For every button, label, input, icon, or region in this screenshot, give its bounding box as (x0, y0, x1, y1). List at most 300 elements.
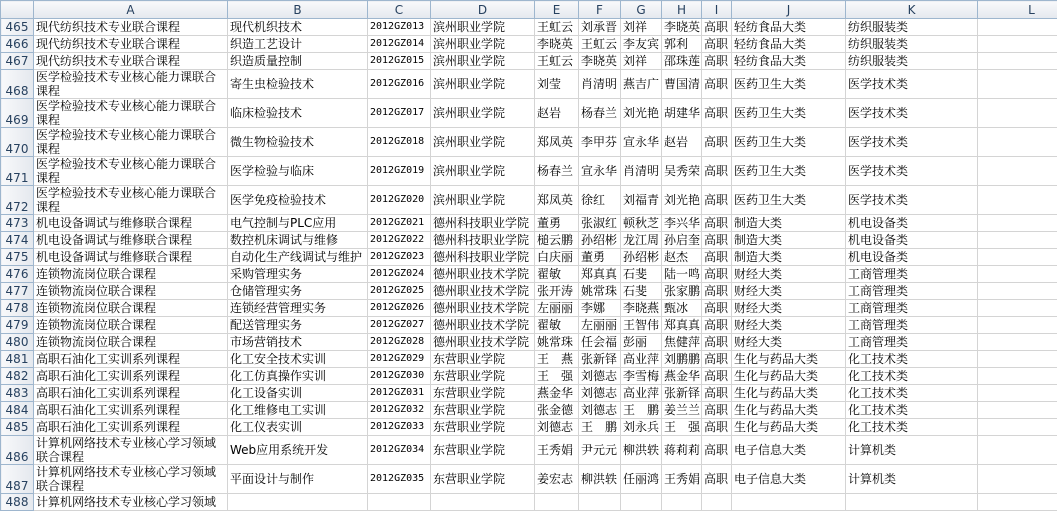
cell-k[interactable]: 化工技术类 (846, 385, 978, 402)
cell-k[interactable] (846, 494, 978, 511)
row-header[interactable]: 485 (1, 419, 34, 436)
cell-d[interactable]: 东营职业学院 (431, 368, 535, 385)
row-header[interactable]: 475 (1, 249, 34, 266)
row-header[interactable]: 476 (1, 266, 34, 283)
select-all-corner[interactable] (1, 1, 34, 19)
cell-c[interactable]: 2012GZ018 (368, 128, 431, 157)
cell-k[interactable]: 医学技术类 (846, 70, 978, 99)
cell-b[interactable]: 医学免疫检验技术 (228, 186, 368, 215)
cell-i[interactable]: 高职 (702, 436, 732, 465)
cell-b[interactable]: 平面设计与制作 (228, 465, 368, 494)
cell-k[interactable]: 医学技术类 (846, 157, 978, 186)
cell-l[interactable] (978, 334, 1057, 351)
column-header-f[interactable]: F (579, 1, 621, 19)
cell-c[interactable]: 2012GZ017 (368, 99, 431, 128)
row-header[interactable]: 486 (1, 436, 34, 465)
cell-e[interactable]: 王虹云 (535, 19, 579, 36)
cell-i[interactable]: 高职 (702, 53, 732, 70)
cell-c[interactable]: 2012GZ026 (368, 300, 431, 317)
cell-i[interactable] (702, 494, 732, 511)
row-header[interactable]: 468 (1, 70, 34, 99)
cell-d[interactable]: 德州科技职业学院 (431, 215, 535, 232)
cell-b[interactable]: 寄生虫检验技术 (228, 70, 368, 99)
cell-l[interactable] (978, 266, 1057, 283)
cell-j[interactable]: 生化与药品大类 (732, 419, 846, 436)
cell-b[interactable]: 仓储管理实务 (228, 283, 368, 300)
cell-h[interactable]: 吴秀荣 (662, 157, 702, 186)
cell-h[interactable] (662, 494, 702, 511)
cell-a[interactable]: 医学检验技术专业核心能力课联合课程 (34, 186, 228, 215)
cell-c[interactable]: 2012GZ028 (368, 334, 431, 351)
cell-k[interactable]: 计算机类 (846, 465, 978, 494)
cell-h[interactable]: 王 强 (662, 419, 702, 436)
cell-f[interactable]: 姚常珠 (579, 283, 621, 300)
cell-i[interactable]: 高职 (702, 334, 732, 351)
cell-j[interactable]: 医药卫生大类 (732, 157, 846, 186)
column-header-d[interactable]: D (431, 1, 535, 19)
cell-f[interactable]: 董勇 (579, 249, 621, 266)
cell-b[interactable] (228, 494, 368, 511)
cell-h[interactable]: 蒋莉莉 (662, 436, 702, 465)
cell-e[interactable]: 张开涛 (535, 283, 579, 300)
cell-g[interactable]: 李友宾 (621, 36, 662, 53)
cell-f[interactable]: 王虹云 (579, 36, 621, 53)
cell-a[interactable]: 连锁物流岗位联合课程 (34, 266, 228, 283)
cell-d[interactable]: 东营职业学院 (431, 465, 535, 494)
cell-c[interactable]: 2012GZ031 (368, 385, 431, 402)
cell-c[interactable]: 2012GZ034 (368, 436, 431, 465)
cell-i[interactable]: 高职 (702, 249, 732, 266)
cell-c[interactable]: 2012GZ014 (368, 36, 431, 53)
cell-g[interactable]: 石斐 (621, 283, 662, 300)
column-header-i[interactable]: I (702, 1, 732, 19)
cell-g[interactable] (621, 494, 662, 511)
cell-j[interactable]: 财经大类 (732, 300, 846, 317)
cell-h[interactable]: 刘鹏鹏 (662, 351, 702, 368)
cell-i[interactable]: 高职 (702, 351, 732, 368)
cell-a[interactable]: 连锁物流岗位联合课程 (34, 334, 228, 351)
cell-l[interactable] (978, 385, 1057, 402)
row-header[interactable]: 483 (1, 385, 34, 402)
cell-k[interactable]: 工商管理类 (846, 283, 978, 300)
cell-h[interactable]: 李晓英 (662, 19, 702, 36)
cell-f[interactable] (579, 494, 621, 511)
cell-j[interactable]: 制造大类 (732, 215, 846, 232)
cell-a[interactable]: 计算机网络技术专业核心学习领域 (34, 494, 228, 511)
cell-e[interactable]: 刘德志 (535, 419, 579, 436)
cell-h[interactable]: 姜兰兰 (662, 402, 702, 419)
cell-e[interactable]: 白庆丽 (535, 249, 579, 266)
cell-h[interactable]: 李兴华 (662, 215, 702, 232)
cell-i[interactable]: 高职 (702, 70, 732, 99)
cell-g[interactable]: 李雪梅 (621, 368, 662, 385)
cell-e[interactable]: 赵岩 (535, 99, 579, 128)
cell-k[interactable]: 化工技术类 (846, 402, 978, 419)
cell-d[interactable]: 东营职业学院 (431, 385, 535, 402)
cell-h[interactable]: 曹国清 (662, 70, 702, 99)
cell-l[interactable] (978, 317, 1057, 334)
cell-l[interactable] (978, 53, 1057, 70)
cell-b[interactable]: 化工维修电工实训 (228, 402, 368, 419)
column-header-g[interactable]: G (621, 1, 662, 19)
cell-c[interactable]: 2012GZ023 (368, 249, 431, 266)
cell-d[interactable]: 东营职业学院 (431, 436, 535, 465)
cell-k[interactable]: 工商管理类 (846, 334, 978, 351)
cell-l[interactable] (978, 351, 1057, 368)
cell-a[interactable]: 高职石油化工实训系列课程 (34, 368, 228, 385)
row-header[interactable]: 482 (1, 368, 34, 385)
cell-l[interactable] (978, 36, 1057, 53)
row-header[interactable]: 484 (1, 402, 34, 419)
cell-k[interactable]: 工商管理类 (846, 317, 978, 334)
cell-i[interactable]: 高职 (702, 317, 732, 334)
cell-d[interactable]: 东营职业学院 (431, 419, 535, 436)
cell-d[interactable]: 德州职业技术学院 (431, 300, 535, 317)
cell-a[interactable]: 机电设备调试与维修联合课程 (34, 215, 228, 232)
cell-l[interactable] (978, 436, 1057, 465)
cell-e[interactable]: 左丽丽 (535, 300, 579, 317)
cell-k[interactable]: 纺织服装类 (846, 19, 978, 36)
cell-h[interactable]: 刘光艳 (662, 186, 702, 215)
cell-k[interactable]: 医学技术类 (846, 99, 978, 128)
column-header-a[interactable]: A (34, 1, 228, 19)
cell-b[interactable]: 医学检验与临床 (228, 157, 368, 186)
cell-k[interactable]: 纺织服装类 (846, 53, 978, 70)
cell-k[interactable]: 机电设备类 (846, 249, 978, 266)
cell-f[interactable]: 刘承晋 (579, 19, 621, 36)
cell-d[interactable] (431, 494, 535, 511)
cell-h[interactable]: 王秀娟 (662, 465, 702, 494)
cell-h[interactable]: 张新铎 (662, 385, 702, 402)
cell-g[interactable]: 王 鹏 (621, 402, 662, 419)
row-header[interactable]: 465 (1, 19, 34, 36)
row-header[interactable]: 479 (1, 317, 34, 334)
cell-i[interactable]: 高职 (702, 300, 732, 317)
cell-h[interactable]: 孙启奎 (662, 232, 702, 249)
cell-d[interactable]: 滨州职业学院 (431, 157, 535, 186)
cell-j[interactable]: 制造大类 (732, 232, 846, 249)
cell-d[interactable]: 滨州职业学院 (431, 19, 535, 36)
cell-e[interactable]: 刘莹 (535, 70, 579, 99)
cell-l[interactable] (978, 19, 1057, 36)
cell-g[interactable]: 龙江周 (621, 232, 662, 249)
cell-k[interactable]: 计算机类 (846, 436, 978, 465)
cell-i[interactable]: 高职 (702, 232, 732, 249)
cell-f[interactable]: 宣永华 (579, 157, 621, 186)
cell-g[interactable]: 任丽鸿 (621, 465, 662, 494)
cell-e[interactable]: 王秀娟 (535, 436, 579, 465)
cell-i[interactable]: 高职 (702, 266, 732, 283)
cell-f[interactable]: 孙绍彬 (579, 232, 621, 249)
cell-i[interactable]: 高职 (702, 465, 732, 494)
cell-b[interactable]: 数控机床调试与维修 (228, 232, 368, 249)
cell-k[interactable]: 纺织服装类 (846, 36, 978, 53)
cell-b[interactable]: 采购管理实务 (228, 266, 368, 283)
cell-d[interactable]: 滨州职业学院 (431, 70, 535, 99)
cell-k[interactable]: 化工技术类 (846, 351, 978, 368)
cell-c[interactable]: 2012GZ030 (368, 368, 431, 385)
cell-h[interactable]: 张家鹏 (662, 283, 702, 300)
cell-j[interactable]: 医药卫生大类 (732, 70, 846, 99)
column-header-c[interactable]: C (368, 1, 431, 19)
cell-c[interactable]: 2012GZ013 (368, 19, 431, 36)
cell-a[interactable]: 医学检验技术专业核心能力课联合课程 (34, 70, 228, 99)
cell-i[interactable]: 高职 (702, 419, 732, 436)
cell-h[interactable]: 赵岩 (662, 128, 702, 157)
cell-f[interactable]: 李甲芬 (579, 128, 621, 157)
cell-i[interactable]: 高职 (702, 157, 732, 186)
cell-a[interactable]: 计算机网络技术专业核心学习领域联合课程 (34, 436, 228, 465)
cell-g[interactable]: 孙绍彬 (621, 249, 662, 266)
row-header[interactable]: 474 (1, 232, 34, 249)
cell-j[interactable]: 生化与药品大类 (732, 368, 846, 385)
cell-c[interactable]: 2012GZ022 (368, 232, 431, 249)
cell-d[interactable]: 滨州职业学院 (431, 36, 535, 53)
row-header[interactable]: 471 (1, 157, 34, 186)
cell-l[interactable] (978, 368, 1057, 385)
cell-c[interactable]: 2012GZ019 (368, 157, 431, 186)
cell-j[interactable]: 电子信息大类 (732, 465, 846, 494)
cell-c[interactable]: 2012GZ035 (368, 465, 431, 494)
cell-e[interactable]: 燕金华 (535, 385, 579, 402)
cell-b[interactable]: 织造工艺设计 (228, 36, 368, 53)
cell-d[interactable]: 德州职业技术学院 (431, 283, 535, 300)
cell-a[interactable]: 现代纺织技术专业联合课程 (34, 36, 228, 53)
cell-c[interactable]: 2012GZ027 (368, 317, 431, 334)
row-header[interactable]: 487 (1, 465, 34, 494)
cell-j[interactable]: 财经大类 (732, 283, 846, 300)
cell-e[interactable]: 郑凤英 (535, 186, 579, 215)
cell-c[interactable]: 2012GZ033 (368, 419, 431, 436)
cell-f[interactable]: 任会福 (579, 334, 621, 351)
cell-a[interactable]: 机电设备调试与维修联合课程 (34, 232, 228, 249)
cell-d[interactable]: 德州职业技术学院 (431, 317, 535, 334)
cell-i[interactable]: 高职 (702, 215, 732, 232)
cell-j[interactable]: 轻纺食品大类 (732, 53, 846, 70)
cell-g[interactable]: 李晓燕 (621, 300, 662, 317)
cell-f[interactable]: 尹元元 (579, 436, 621, 465)
cell-h[interactable]: 甄冰 (662, 300, 702, 317)
cell-l[interactable] (978, 494, 1057, 511)
cell-i[interactable]: 高职 (702, 402, 732, 419)
cell-f[interactable]: 左丽丽 (579, 317, 621, 334)
cell-l[interactable] (978, 186, 1057, 215)
cell-c[interactable]: 2012GZ032 (368, 402, 431, 419)
cell-e[interactable]: 董勇 (535, 215, 579, 232)
cell-f[interactable]: 张新铎 (579, 351, 621, 368)
cell-l[interactable] (978, 70, 1057, 99)
cell-k[interactable]: 工商管理类 (846, 266, 978, 283)
cell-i[interactable]: 高职 (702, 283, 732, 300)
cell-b[interactable]: 配送管理实务 (228, 317, 368, 334)
cell-b[interactable]: 织造质量控制 (228, 53, 368, 70)
cell-b[interactable]: 化工仿真操作实训 (228, 368, 368, 385)
cell-b[interactable]: 连锁经营管理实务 (228, 300, 368, 317)
cell-c[interactable]: 2012GZ020 (368, 186, 431, 215)
cell-i[interactable]: 高职 (702, 186, 732, 215)
cell-b[interactable]: 化工设备实训 (228, 385, 368, 402)
cell-d[interactable]: 德州职业技术学院 (431, 334, 535, 351)
cell-h[interactable]: 燕金华 (662, 368, 702, 385)
cell-d[interactable]: 滨州职业学院 (431, 186, 535, 215)
cell-c[interactable]: 2012GZ029 (368, 351, 431, 368)
cell-e[interactable]: 姜宏志 (535, 465, 579, 494)
cell-e[interactable]: 槌云鹏 (535, 232, 579, 249)
cell-e[interactable]: 王 强 (535, 368, 579, 385)
cell-g[interactable]: 刘祥 (621, 19, 662, 36)
cell-l[interactable] (978, 128, 1057, 157)
cell-b[interactable]: Web应用系统开发 (228, 436, 368, 465)
cell-g[interactable]: 刘永兵 (621, 419, 662, 436)
row-header[interactable]: 480 (1, 334, 34, 351)
cell-i[interactable]: 高职 (702, 128, 732, 157)
cell-l[interactable] (978, 465, 1057, 494)
cell-a[interactable]: 连锁物流岗位联合课程 (34, 317, 228, 334)
cell-b[interactable]: 临床检验技术 (228, 99, 368, 128)
cell-j[interactable]: 财经大类 (732, 334, 846, 351)
cell-j[interactable]: 医药卫生大类 (732, 99, 846, 128)
cell-f[interactable]: 肖清明 (579, 70, 621, 99)
cell-k[interactable]: 医学技术类 (846, 186, 978, 215)
cell-d[interactable]: 滨州职业学院 (431, 99, 535, 128)
cell-i[interactable]: 高职 (702, 99, 732, 128)
cell-e[interactable]: 姚常珠 (535, 334, 579, 351)
cell-k[interactable]: 化工技术类 (846, 419, 978, 436)
cell-a[interactable]: 高职石油化工实训系列课程 (34, 402, 228, 419)
cell-h[interactable]: 邵珠莲 (662, 53, 702, 70)
cell-a[interactable]: 医学检验技术专业核心能力课联合课程 (34, 157, 228, 186)
cell-i[interactable]: 高职 (702, 36, 732, 53)
cell-c[interactable] (368, 494, 431, 511)
cell-d[interactable]: 东营职业学院 (431, 402, 535, 419)
cell-f[interactable]: 郑真真 (579, 266, 621, 283)
cell-h[interactable]: 胡建华 (662, 99, 702, 128)
cell-g[interactable]: 刘光艳 (621, 99, 662, 128)
cell-h[interactable]: 郭利 (662, 36, 702, 53)
cell-h[interactable]: 焦健萍 (662, 334, 702, 351)
cell-k[interactable]: 机电设备类 (846, 232, 978, 249)
cell-f[interactable]: 王 鹏 (579, 419, 621, 436)
cell-g[interactable]: 顿秋芝 (621, 215, 662, 232)
cell-d[interactable]: 德州科技职业学院 (431, 232, 535, 249)
cell-g[interactable]: 燕吉广 (621, 70, 662, 99)
cell-j[interactable]: 财经大类 (732, 266, 846, 283)
cell-a[interactable]: 高职石油化工实训系列课程 (34, 351, 228, 368)
cell-e[interactable]: 李晓英 (535, 36, 579, 53)
cell-g[interactable]: 肖清明 (621, 157, 662, 186)
cell-c[interactable]: 2012GZ015 (368, 53, 431, 70)
cell-f[interactable]: 刘德志 (579, 385, 621, 402)
cell-f[interactable]: 张淑红 (579, 215, 621, 232)
cell-k[interactable]: 医学技术类 (846, 128, 978, 157)
cell-a[interactable]: 医学检验技术专业核心能力课联合课程 (34, 99, 228, 128)
cell-g[interactable]: 高业萍 (621, 385, 662, 402)
cell-j[interactable]: 医药卫生大类 (732, 186, 846, 215)
column-header-h[interactable]: H (662, 1, 702, 19)
cell-d[interactable]: 滨州职业学院 (431, 128, 535, 157)
cell-j[interactable]: 医药卫生大类 (732, 128, 846, 157)
cell-e[interactable] (535, 494, 579, 511)
row-header[interactable]: 473 (1, 215, 34, 232)
cell-f[interactable]: 徐红 (579, 186, 621, 215)
column-header-e[interactable]: E (535, 1, 579, 19)
row-header[interactable]: 477 (1, 283, 34, 300)
cell-g[interactable]: 彭丽 (621, 334, 662, 351)
row-header[interactable]: 467 (1, 53, 34, 70)
cell-k[interactable]: 工商管理类 (846, 300, 978, 317)
cell-a[interactable]: 高职石油化工实训系列课程 (34, 419, 228, 436)
cell-j[interactable]: 生化与药品大类 (732, 385, 846, 402)
row-header[interactable]: 488 (1, 494, 34, 511)
cell-d[interactable]: 德州职业技术学院 (431, 266, 535, 283)
cell-k[interactable]: 化工技术类 (846, 368, 978, 385)
cell-i[interactable]: 高职 (702, 385, 732, 402)
cell-j[interactable]: 财经大类 (732, 317, 846, 334)
cell-g[interactable]: 柳洪轶 (621, 436, 662, 465)
cell-b[interactable]: 市场营销技术 (228, 334, 368, 351)
cell-g[interactable]: 高业萍 (621, 351, 662, 368)
cell-e[interactable]: 翟敏 (535, 266, 579, 283)
cell-j[interactable] (732, 494, 846, 511)
cell-f[interactable]: 刘德志 (579, 402, 621, 419)
cell-f[interactable]: 李晓英 (579, 53, 621, 70)
cell-j[interactable]: 制造大类 (732, 249, 846, 266)
cell-g[interactable]: 王智伟 (621, 317, 662, 334)
cell-l[interactable] (978, 99, 1057, 128)
cell-h[interactable]: 郑真真 (662, 317, 702, 334)
cell-i[interactable]: 高职 (702, 368, 732, 385)
column-header-b[interactable]: B (228, 1, 368, 19)
cell-e[interactable]: 王虹云 (535, 53, 579, 70)
cell-e[interactable]: 郑凤英 (535, 128, 579, 157)
cell-k[interactable]: 机电设备类 (846, 215, 978, 232)
cell-a[interactable]: 高职石油化工实训系列课程 (34, 385, 228, 402)
cell-l[interactable] (978, 249, 1057, 266)
cell-l[interactable] (978, 283, 1057, 300)
cell-f[interactable]: 柳洪轶 (579, 465, 621, 494)
cell-l[interactable] (978, 232, 1057, 249)
cell-d[interactable]: 东营职业学院 (431, 351, 535, 368)
cell-g[interactable]: 刘祥 (621, 53, 662, 70)
cell-d[interactable]: 滨州职业学院 (431, 53, 535, 70)
cell-e[interactable]: 翟敏 (535, 317, 579, 334)
cell-j[interactable]: 电子信息大类 (732, 436, 846, 465)
cell-a[interactable]: 机电设备调试与维修联合课程 (34, 249, 228, 266)
cell-j[interactable]: 轻纺食品大类 (732, 36, 846, 53)
cell-e[interactable]: 杨春兰 (535, 157, 579, 186)
cell-b[interactable]: 化工仪表实训 (228, 419, 368, 436)
row-header[interactable]: 469 (1, 99, 34, 128)
row-header[interactable]: 478 (1, 300, 34, 317)
column-header-l[interactable]: L (978, 1, 1057, 19)
cell-a[interactable]: 连锁物流岗位联合课程 (34, 283, 228, 300)
cell-a[interactable]: 现代纺织技术专业联合课程 (34, 53, 228, 70)
cell-e[interactable]: 张金德 (535, 402, 579, 419)
cell-j[interactable]: 轻纺食品大类 (732, 19, 846, 36)
cell-l[interactable] (978, 157, 1057, 186)
cell-a[interactable]: 连锁物流岗位联合课程 (34, 300, 228, 317)
cell-a[interactable]: 医学检验技术专业核心能力课联合课程 (34, 128, 228, 157)
cell-c[interactable]: 2012GZ021 (368, 215, 431, 232)
cell-i[interactable]: 高职 (702, 19, 732, 36)
cell-c[interactable]: 2012GZ025 (368, 283, 431, 300)
cell-g[interactable]: 宣永华 (621, 128, 662, 157)
cell-c[interactable]: 2012GZ016 (368, 70, 431, 99)
cell-b[interactable]: 微生物检验技术 (228, 128, 368, 157)
cell-j[interactable]: 生化与药品大类 (732, 402, 846, 419)
row-header[interactable]: 466 (1, 36, 34, 53)
cell-g[interactable]: 石斐 (621, 266, 662, 283)
